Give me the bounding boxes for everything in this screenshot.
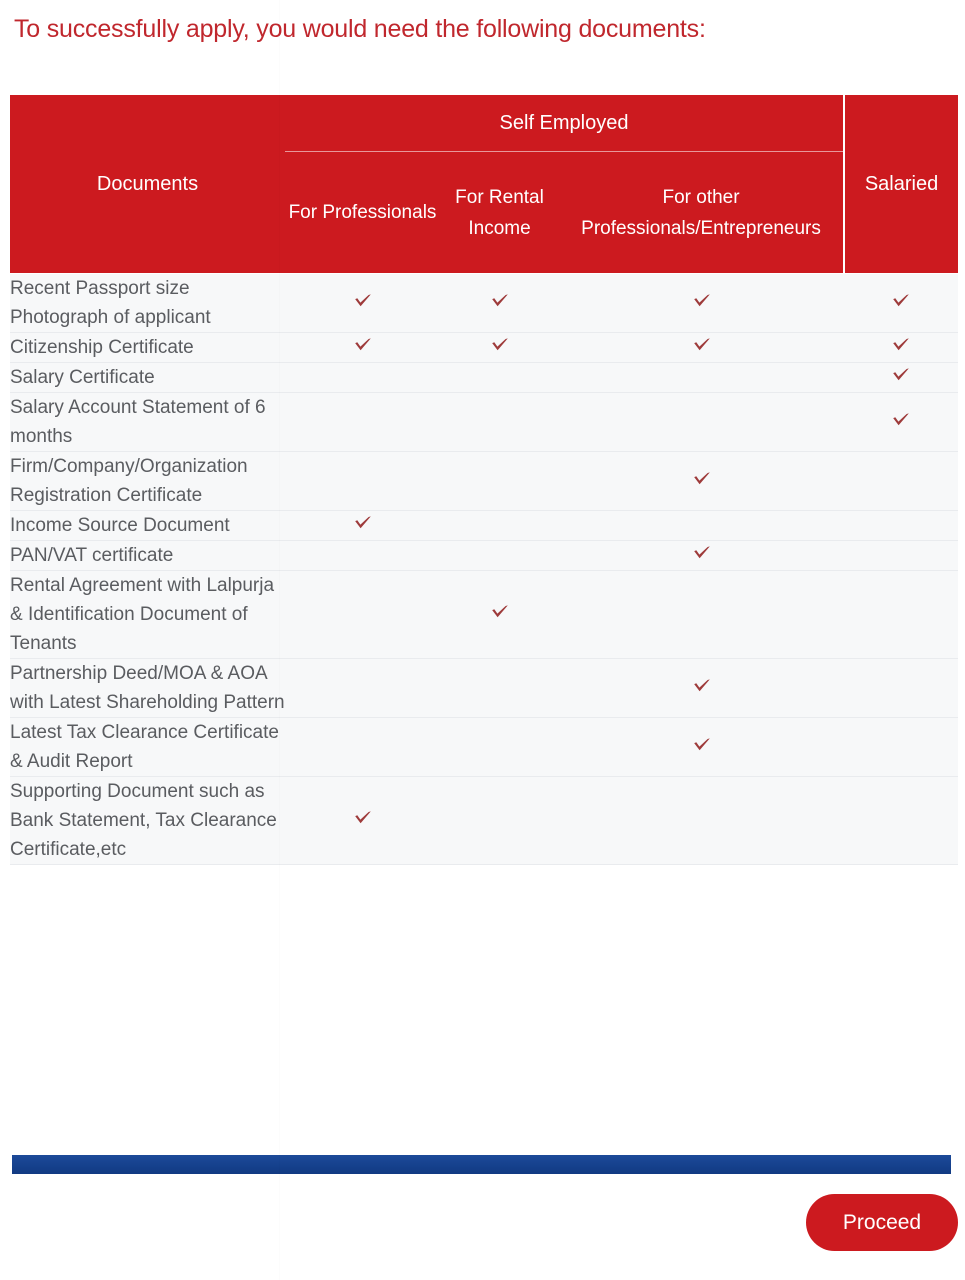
requirement-cell-for-professionals — [285, 452, 440, 511]
requirement-cell-salaried — [844, 777, 958, 865]
requirement-cell-for-professionals — [285, 659, 440, 718]
table-row — [10, 718, 958, 777]
column-header-for-professionals: For Professionals — [285, 152, 440, 274]
requirement-cell-for-rental-income — [440, 511, 559, 541]
check-icon — [490, 291, 510, 311]
proceed-button[interactable]: Proceed — [806, 1194, 958, 1251]
check-icon — [692, 291, 712, 311]
check-icon — [353, 513, 373, 533]
requirement-cell-for-rental-income — [440, 452, 559, 511]
requirement-cell-for-rental-income — [440, 363, 559, 393]
document-name-cell: Rental Agreement with Lalpurja & Identification Document of Tenants — [10, 571, 285, 659]
document-name-cell: Income Source Document — [10, 511, 285, 541]
requirement-cell-for-professionals — [285, 511, 440, 541]
requirement-cell-salaried — [844, 541, 958, 571]
column-header-documents: Documents — [10, 95, 285, 274]
requirement-cell-for-professionals — [285, 274, 440, 333]
check-icon — [353, 808, 373, 828]
requirement-cell-for-professionals — [285, 718, 440, 777]
check-icon — [490, 602, 510, 622]
table-header — [10, 95, 958, 274]
requirement-cell-salaried — [844, 333, 958, 363]
table-row — [10, 777, 958, 865]
requirement-cell-salaried — [844, 393, 958, 452]
requirement-cell-for-other-professionals-entrepreneurs — [559, 777, 844, 865]
requirement-cell-for-rental-income — [440, 333, 559, 363]
requirement-cell-salaried — [844, 659, 958, 718]
requirement-cell-for-professionals — [285, 777, 440, 865]
check-icon — [891, 365, 911, 385]
table-row — [10, 511, 958, 541]
document-name-cell: Latest Tax Clearance Certificate & Audit Report — [10, 718, 285, 777]
required-documents-table — [10, 95, 958, 865]
requirement-cell-for-other-professionals-entrepreneurs — [559, 511, 844, 541]
page-title: To successfully apply, you would need the following documents: — [14, 15, 706, 43]
check-icon — [353, 291, 373, 311]
requirement-cell-for-other-professionals-entrepreneurs — [559, 393, 844, 452]
document-name-cell: PAN/VAT certificate — [10, 541, 285, 571]
document-name-cell: Recent Passport size Photograph of applicant — [10, 274, 285, 333]
requirement-cell-salaried — [844, 274, 958, 333]
document-name-cell: Salary Certificate — [10, 363, 285, 393]
requirement-cell-for-professionals — [285, 393, 440, 452]
check-icon — [891, 291, 911, 311]
requirement-cell-for-professionals — [285, 333, 440, 363]
requirement-cell-salaried — [844, 718, 958, 777]
requirement-cell-for-rental-income — [440, 777, 559, 865]
table-row — [10, 452, 958, 511]
requirement-cell-for-other-professionals-entrepreneurs — [559, 659, 844, 718]
requirement-cell-for-rental-income — [440, 274, 559, 333]
document-name-cell: Salary Account Statement of 6 months — [10, 393, 285, 452]
requirement-cell-salaried — [844, 511, 958, 541]
requirement-cell-for-professionals — [285, 571, 440, 659]
document-name-cell: Supporting Document such as Bank Statement, Tax Clearance Certificate,etc — [10, 777, 285, 865]
check-icon — [692, 735, 712, 755]
column-header-for-other-professionals-entrepreneurs: For other Professionals/Entrepreneurs — [559, 152, 844, 274]
requirement-cell-for-rental-income — [440, 659, 559, 718]
requirement-cell-for-other-professionals-entrepreneurs — [559, 363, 844, 393]
table-row — [10, 363, 958, 393]
check-icon — [891, 410, 911, 430]
requirement-cell-for-professionals — [285, 363, 440, 393]
requirement-cell-for-other-professionals-entrepreneurs — [559, 274, 844, 333]
footer-accent-bar — [12, 1155, 951, 1174]
requirement-cell-salaried — [844, 571, 958, 659]
requirement-cell-for-rental-income — [440, 541, 559, 571]
requirement-cell-for-other-professionals-entrepreneurs — [559, 571, 844, 659]
requirement-cell-for-other-professionals-entrepreneurs — [559, 541, 844, 571]
check-icon — [891, 335, 911, 355]
requirement-cell-salaried — [844, 363, 958, 393]
table-body — [10, 274, 958, 865]
check-icon — [353, 335, 373, 355]
check-icon — [692, 335, 712, 355]
requirement-cell-for-rental-income — [440, 393, 559, 452]
check-icon — [692, 469, 712, 489]
requirement-cell-for-professionals — [285, 541, 440, 571]
table-row — [10, 571, 958, 659]
document-name-cell: Firm/Company/Organization Registration Certificate — [10, 452, 285, 511]
document-name-cell: Citizenship Certificate — [10, 333, 285, 363]
requirement-cell-salaried — [844, 452, 958, 511]
table-row — [10, 393, 958, 452]
table-row — [10, 333, 958, 363]
check-icon — [490, 335, 510, 355]
requirement-cell-for-other-professionals-entrepreneurs — [559, 452, 844, 511]
column-group-header-self-employed: Self Employed — [285, 95, 844, 152]
table-row — [10, 274, 958, 333]
column-header-salaried: Salaried — [844, 95, 958, 274]
requirement-cell-for-rental-income — [440, 718, 559, 777]
check-icon — [692, 543, 712, 563]
table-row — [10, 659, 958, 718]
requirement-cell-for-rental-income — [440, 571, 559, 659]
requirement-cell-for-other-professionals-entrepreneurs — [559, 718, 844, 777]
requirement-cell-for-other-professionals-entrepreneurs — [559, 333, 844, 363]
document-name-cell: Partnership Deed/MOA & AOA with Latest Shareholding Pattern — [10, 659, 285, 718]
column-header-for-rental-income: For Rental Income — [440, 152, 559, 274]
table-row — [10, 541, 958, 571]
check-icon — [692, 676, 712, 696]
